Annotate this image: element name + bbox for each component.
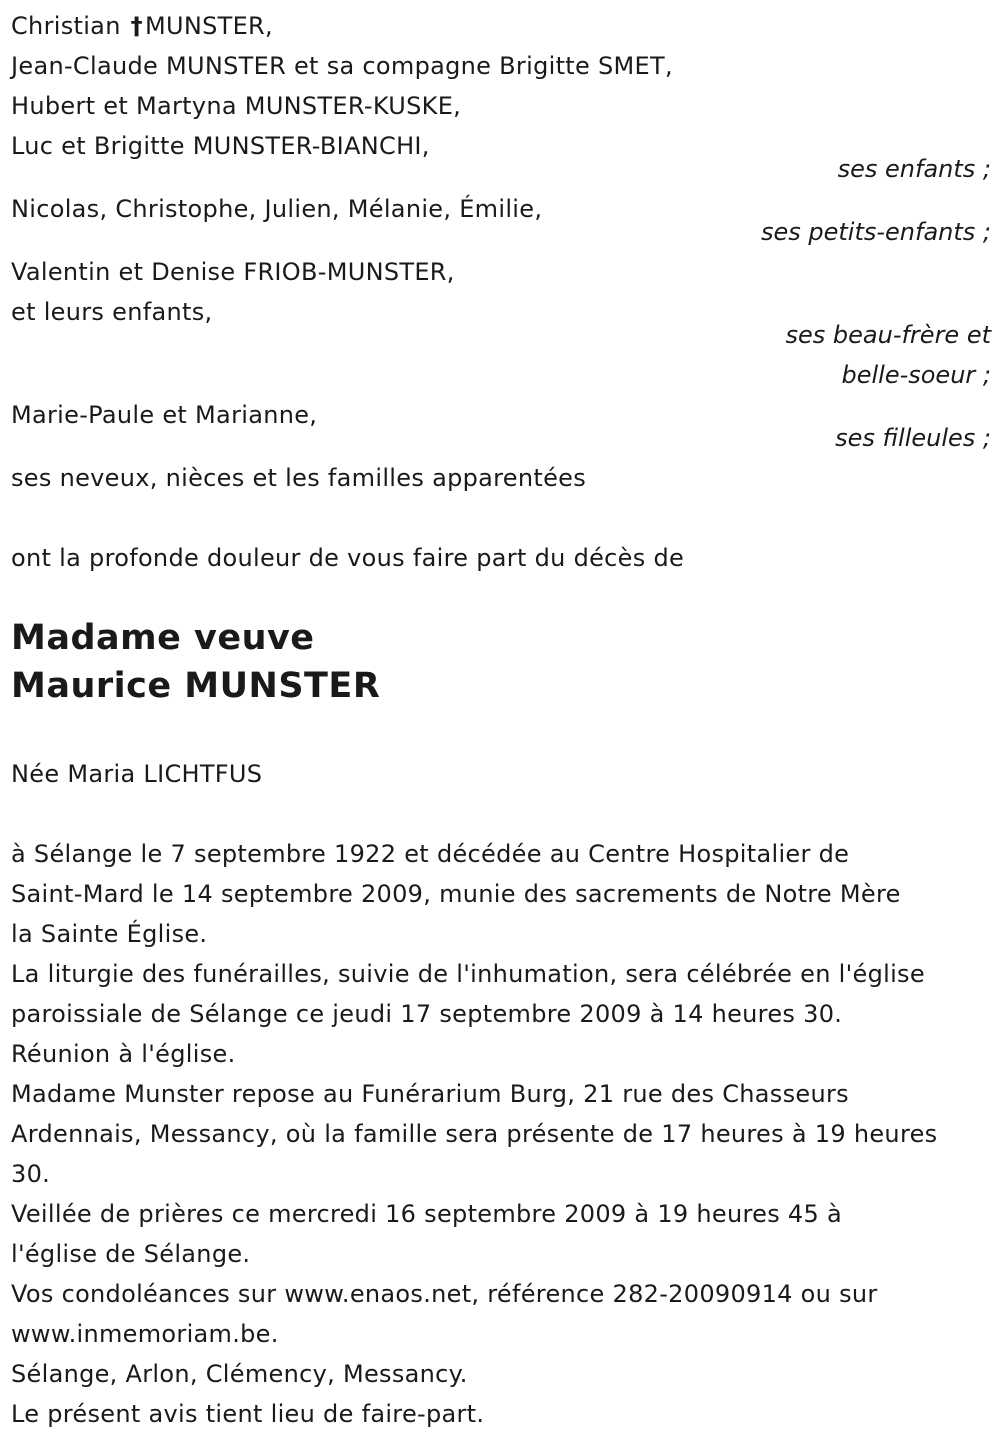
details-line: Sélange, Arlon, Clémency, Messancy. <box>11 1360 468 1388</box>
details-line: Veillée de prières ce mercredi 16 septembre 2009 à 19 heures 45 à <box>11 1200 842 1228</box>
details-line: à Sélange le 7 septembre 1922 et décédée au Centre Hospitalier de <box>11 840 850 868</box>
details-line: Ardennais, Messancy, où la famille sera présente de 17 heures à 19 heures <box>11 1120 938 1148</box>
child-surname: MUNSTER, <box>144 12 273 40</box>
children-line-2: Jean-Claude MUNSTER et sa compagne Brigitte SMET, <box>11 52 673 80</box>
details-line: la Sainte Église. <box>11 920 208 948</box>
goddaughters-line: Marie-Paule et Marianne, <box>11 401 318 429</box>
details-line: Madame Munster repose au Funérarium Burg, 21 rue des Chasseurs <box>11 1080 849 1108</box>
deceased-name-line-1: Madame veuve <box>11 618 315 658</box>
details-line: Vos condoléances sur www.enaos.net, référence 282-20090914 ou sur <box>11 1280 878 1308</box>
other-relatives-line: ses neveux, nièces et les familles apparentées <box>11 464 587 492</box>
details-line: La liturgie des funérailles, suivie de l'inhumation, sera célébrée en l'église <box>11 960 925 988</box>
details-line: Saint-Mard le 14 septembre 2009, munie des sacrements de Notre Mère <box>11 880 901 908</box>
children-line-3: Hubert et Martyna MUNSTER-KUSKE, <box>11 92 462 120</box>
children-role-label: ses enfants ; <box>837 155 991 183</box>
children-line-1 <box>11 6 273 46</box>
in-laws-line-2: et leurs enfants, <box>11 298 213 326</box>
details-line: l'église de Sélange. <box>11 1240 251 1268</box>
grandchildren-role-label: ses petits-enfants ; <box>760 218 991 246</box>
birth-name-line: Née Maria LICHTFUS <box>11 760 263 788</box>
child-first-name: Christian <box>11 12 121 40</box>
details-line: 30. <box>11 1160 51 1188</box>
goddaughters-role-label: ses filleules ; <box>835 424 991 452</box>
in-laws-role-label-1: ses beau-frère et <box>785 321 991 349</box>
details-line: paroissiale de Sélange ce jeudi 17 septembre 2009 à 14 heures 30. <box>11 1000 843 1028</box>
grandchildren-line: Nicolas, Christophe, Julien, Mélanie, Émilie, <box>11 195 543 223</box>
details-line: Réunion à l'église. <box>11 1040 236 1068</box>
cross-icon: † <box>130 12 143 40</box>
deceased-name-line-2: Maurice MUNSTER <box>11 666 381 706</box>
in-laws-line-1: Valentin et Denise FRIOB-MUNSTER, <box>11 258 455 286</box>
announcement-line: ont la profonde douleur de vous faire part du décès de <box>11 544 685 572</box>
in-laws-role-label-2: belle-soeur ; <box>841 361 991 389</box>
details-line: www.inmemoriam.be. <box>11 1320 279 1348</box>
details-line: Le présent avis tient lieu de faire-part. <box>11 1400 485 1428</box>
children-line-4: Luc et Brigitte MUNSTER-BIANCHI, <box>11 132 430 160</box>
